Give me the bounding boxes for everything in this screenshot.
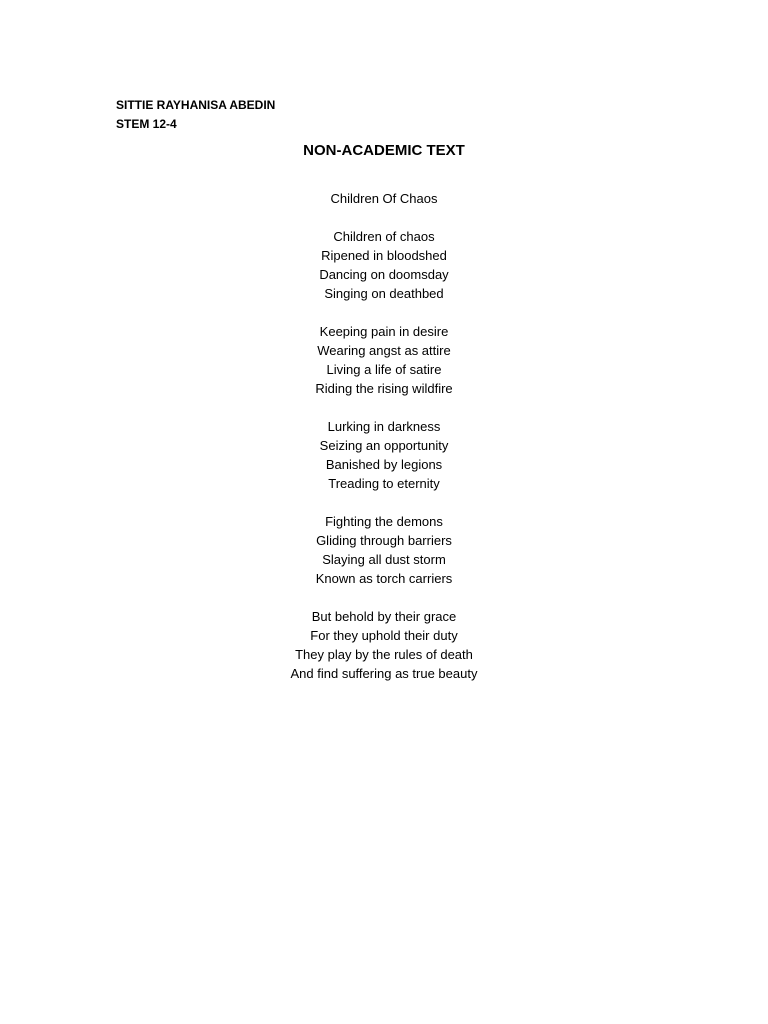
poem-line: Keeping pain in desire	[319, 324, 449, 339]
poem-line: Ripened in bloodshed	[321, 248, 447, 263]
stanza	[0, 512, 768, 588]
poem-line: Riding the rising wildfire	[315, 381, 453, 396]
stanza	[0, 227, 768, 303]
author-block	[116, 96, 275, 134]
poem-line: And find suffering as true beauty	[290, 666, 478, 681]
stanza	[0, 607, 768, 683]
poem-line: Wearing angst as attire	[317, 343, 451, 358]
stanza	[0, 322, 768, 398]
poem-line: Living a life of satire	[326, 362, 442, 377]
poem-line: Seizing an opportunity	[319, 438, 449, 453]
poem-line: For they uphold their duty	[310, 628, 458, 643]
poem-line: They play by the rules of death	[295, 647, 473, 662]
poem-title: Children Of Chaos	[330, 191, 438, 206]
author-name: SITTIE RAYHANISA ABEDIN	[116, 98, 276, 112]
poem-line: Dancing on doomsday	[319, 267, 449, 282]
poem-line: Banished by legions	[325, 457, 443, 472]
poem-line: But behold by their grace	[311, 609, 457, 624]
poem-line: Gliding through barriers	[316, 533, 452, 548]
poem-line: Singing on deathbed	[324, 286, 444, 301]
poem-line: Children of chaos	[333, 229, 435, 244]
document-heading: NON-ACADEMIC TEXT	[303, 142, 465, 159]
poem-line: Treading to eternity	[328, 476, 440, 491]
section-label: STEM 12-4	[116, 117, 177, 131]
poem-line: Fighting the demons	[325, 514, 443, 529]
poem	[0, 189, 768, 702]
poem-line: Lurking in darkness	[327, 419, 441, 434]
stanza	[0, 417, 768, 493]
poem-line: Slaying all dust storm	[322, 552, 446, 567]
poem-line: Known as torch carriers	[315, 571, 453, 586]
